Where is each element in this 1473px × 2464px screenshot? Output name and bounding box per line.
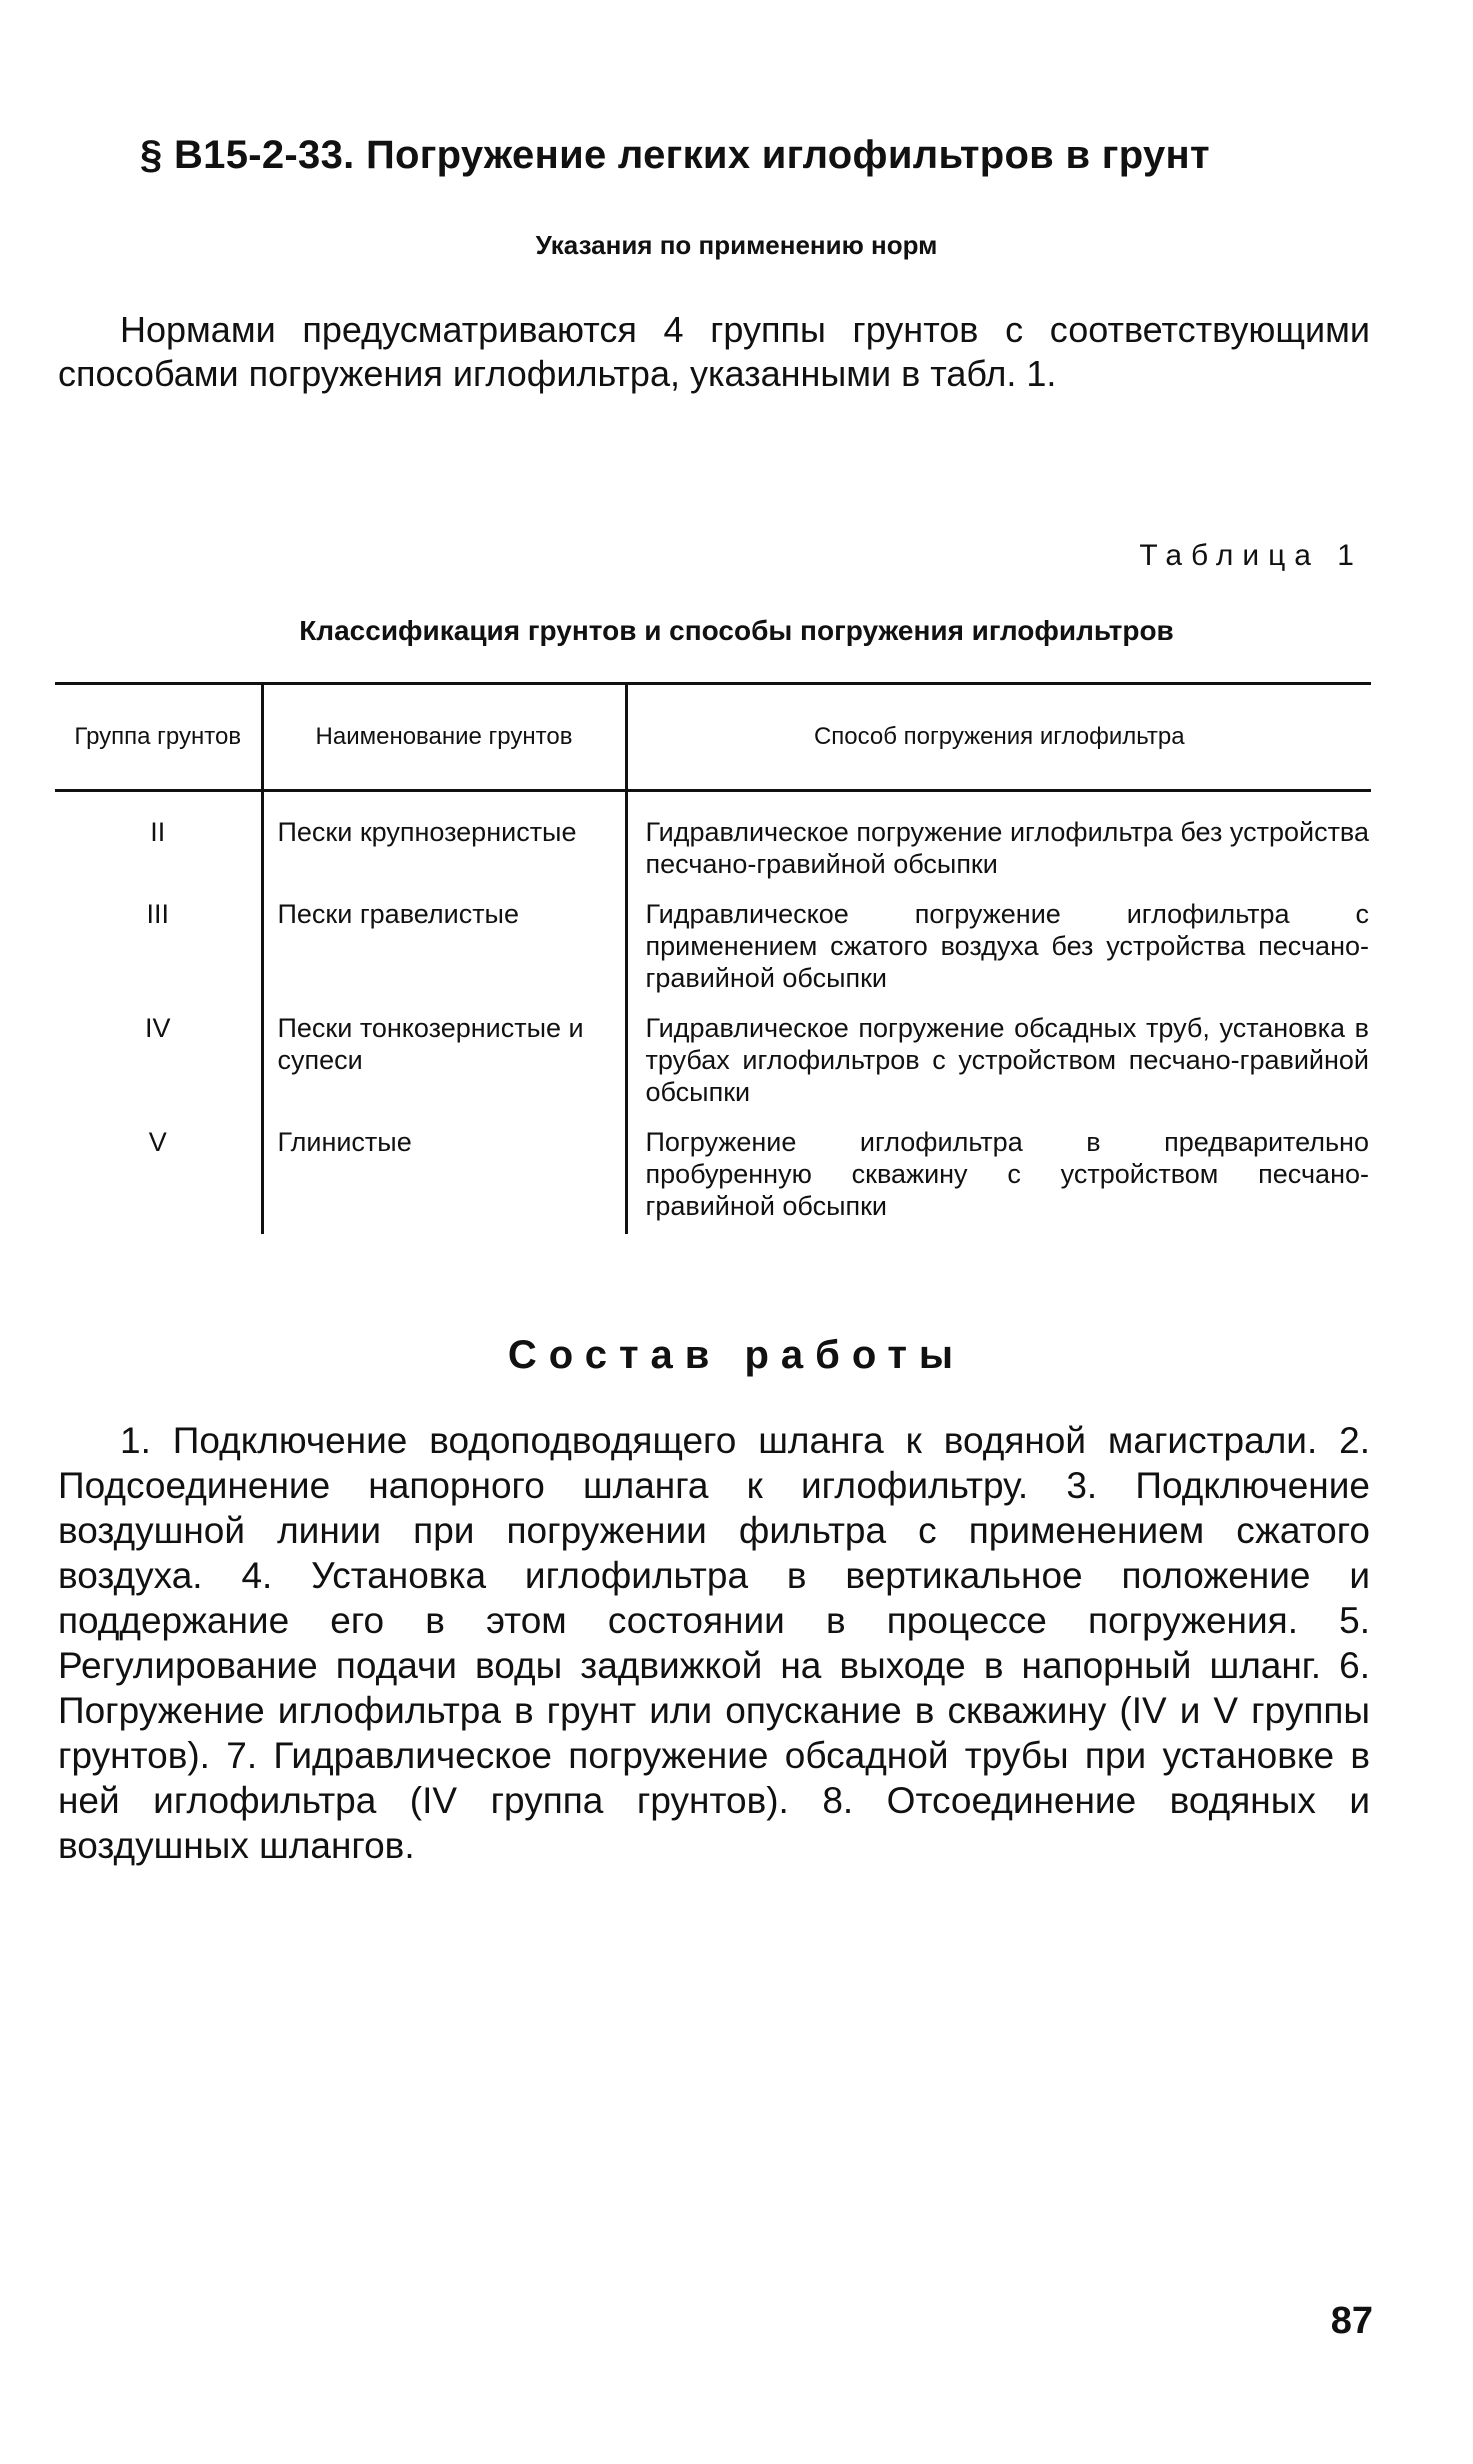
table-row [55, 791, 1371, 893]
cell-soil-name: Пески крупнозернистые [262, 791, 626, 893]
cell-soil-name: Пески тонкозернистые и супеси [262, 1006, 626, 1120]
header-method: Способ погружения иглофильтра [626, 684, 1371, 791]
work-description: 1. Подключение водоподводящего шланга к водяной магистрали. 2. Подсоединение напорного шланга к иглофильтру. 3. Подключение воздушной линии при погружении фильтра с применением сжатого воздуха. 4. Установка иглофильтра в вертикальное положение и поддержание его в этом состоянии в процессе погружения. 5. Регулирование подачи воды задвижкой на выходе в напорный шланг. 6. Погружение иглофильтра в грунт или опускание в скважину (IV и V группы грунтов). 7. Гидравлическое погружение обсадной трубы при установке в ней иглофильтра (IV группа грунтов). 8. Отсоединение водяных и воздушных шлангов. [58, 1420, 1370, 1866]
work-heading: Состав работы [507, 1333, 966, 1377]
intro-paragraph: Нормами предусматриваются 4 группы грунтов с соответствующими способами погружения иглофильтра, указанными в табл. 1. [58, 309, 1370, 394]
table-caption: Классификация грунтов и способы погружения иглофильтров [299, 615, 1174, 646]
table-row [55, 892, 1371, 1006]
cell-group: II [55, 791, 262, 893]
cell-soil-name: Глинистые [262, 1120, 626, 1234]
cell-group: III [55, 892, 262, 1006]
table-row [55, 1006, 1371, 1120]
cell-soil-name: Пески гравелистые [262, 892, 626, 1006]
header-name: Наименование грунтов [262, 684, 626, 791]
soil-classification-table [55, 682, 1371, 1234]
section-subtitle: Указания по применению норм [535, 230, 938, 260]
section-title: § В15-2-33. Погружение легких иглофильтров в грунт [140, 133, 1210, 177]
cell-method: Гидравлическое погружение иглофильтра с применением сжатого воздуха без устройства песчано-гравийной обсыпки [645, 899, 1369, 993]
header-group: Группа грунтов [55, 684, 262, 791]
cell-method: Гидравлическое погружение иглофильтра без устройства песчано-гравийной обсыпки [645, 817, 1369, 879]
page-number: 87 [1330, 2300, 1373, 2342]
table-label: Таблица 1 [1139, 539, 1363, 572]
table-header-row [55, 684, 1371, 791]
cell-group: IV [55, 1006, 262, 1120]
table-row [55, 1120, 1371, 1234]
cell-group: V [55, 1120, 262, 1234]
cell-method: Погружение иглофильтра в предварительно пробуренную скважину с устройством песчано-гравийной обсыпки [645, 1127, 1369, 1221]
cell-method: Гидравлическое погружение обсадных труб, установка в трубах иглофильтров с устройством песчано-гравийной обсыпки [645, 1013, 1369, 1107]
